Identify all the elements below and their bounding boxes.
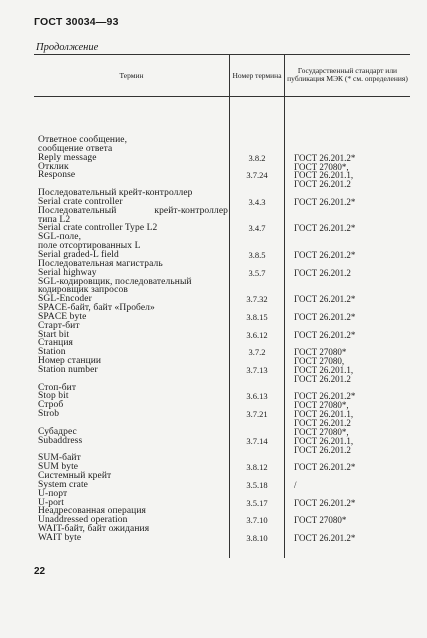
term-number: 3.4.7 [248, 223, 266, 234]
standard-reference [294, 278, 404, 287]
term-number [232, 180, 282, 189]
standard-reference: ГОСТ 27080*, [294, 426, 349, 437]
standard-reference: ГОСТ 27080* [294, 347, 347, 358]
table-header-divider [34, 96, 410, 97]
standard-reference [294, 233, 404, 242]
term-line: SUM-байт [38, 453, 81, 464]
term-line: Отклик [38, 161, 69, 172]
term-number: 3.7.13 [246, 364, 268, 375]
term-line: кодировщик запросов [38, 285, 128, 296]
document-title: ГОСТ 30034—93 [34, 16, 119, 28]
column-divider-1 [229, 54, 230, 558]
term-line: SGL-поле, [38, 232, 82, 243]
term-number: 3.7.32 [246, 294, 268, 305]
page-number: 22 [34, 566, 46, 577]
standard-reference: ГОСТ 26.201.2* [294, 196, 356, 207]
term-line: Субадрес [38, 426, 77, 437]
standard-reference: ГОСТ 27080, [294, 356, 345, 367]
term-line: Unaddressed operation [38, 515, 128, 526]
standard-reference [294, 207, 404, 216]
header-number: Номер термина [232, 70, 282, 80]
standard-reference: ГОСТ 26.201.2* [294, 462, 356, 473]
standard-reference: ГОСТ 26.201.2* [294, 391, 356, 402]
standard-reference: ГОСТ 26.201.2 [294, 267, 351, 278]
term-line: Ответное сообщение, [38, 135, 128, 145]
column-divider-2 [284, 54, 285, 558]
term-line: Системный крейт [38, 471, 112, 482]
standard-reference: ГОСТ 27080*, [294, 161, 349, 172]
standard-reference: ГОСТ 26.201.2* [294, 249, 356, 260]
term-number: 3.5.17 [246, 497, 268, 508]
term-number: 3.4.3 [248, 196, 266, 207]
term-line: Station [38, 347, 66, 358]
term-line: System crate [38, 479, 89, 490]
term-line: WAIT byte [38, 532, 82, 543]
term-number: 3.5.7 [248, 267, 266, 278]
term-line: Serial graded-L field [38, 249, 119, 260]
standard-reference: ГОСТ 26.201.2* [294, 223, 356, 234]
term-number: 3.8.15 [246, 311, 268, 322]
standard-reference: ГОСТ 26.201.2* [294, 497, 356, 508]
term-line: Serial crate controller [38, 196, 123, 207]
term-line: поле отсортированных L [38, 241, 141, 252]
term-line: Станция [38, 338, 74, 349]
term-number [232, 375, 282, 384]
standard-reference: ГОСТ 26.201.2 [294, 373, 351, 384]
term-line: сообщение ответа [38, 143, 113, 154]
term-number [232, 136, 282, 145]
standard-reference: ГОСТ 26.201.2 [294, 444, 351, 455]
standard-reference: ГОСТ 26.201.1, [294, 170, 354, 181]
term-number: 3.7.10 [246, 515, 268, 526]
term-line: SUM byte [38, 462, 79, 473]
term-number: 3.7.2 [248, 347, 266, 358]
term-number: 3.6.13 [246, 391, 268, 402]
standard-reference: ГОСТ 26.201.2* [294, 311, 356, 322]
term-line: Последовательная магистраль [38, 258, 163, 269]
term-line: WAIT-байт, байт ожидания [38, 524, 150, 535]
term-number: 3.8.10 [246, 532, 268, 543]
term-line: SGL-Encoder [38, 294, 92, 305]
term-number: 3.5.18 [246, 479, 268, 490]
term-line: Последовательный крейт-контроллер [38, 188, 193, 199]
standard-reference [294, 472, 404, 481]
standard-reference: ГОСТ 26.201.2 [294, 418, 351, 428]
term-line: Response [38, 170, 76, 181]
standards-column [294, 136, 404, 543]
term-number: 3.8.12 [246, 462, 268, 473]
term-line: Strob [38, 409, 60, 420]
term-number: 3.7.14 [246, 435, 268, 446]
term-line: Stop bit [38, 391, 69, 402]
term-line: Стоп-бит [38, 382, 77, 393]
term-line: Start bit [38, 329, 70, 340]
standard-reference: ГОСТ 26.201.2* [294, 329, 356, 340]
term-line: Старт-бит [38, 320, 80, 331]
standard-reference: ГОСТ 27080*, [294, 400, 349, 411]
term-number: 3.8.5 [248, 249, 266, 260]
standard-reference [294, 136, 404, 145]
header-standard: Государственный стандарт или публикация МЭК (* см. определения) [287, 65, 408, 83]
term-number: 3.7.24 [246, 170, 268, 181]
term-line: Неадресованная операция [38, 506, 146, 517]
terms-column [38, 136, 228, 543]
term-number [232, 233, 282, 242]
term-number [232, 446, 282, 455]
standard-reference: ГОСТ 26.201.1, [294, 435, 354, 446]
term-line: U-порт [38, 488, 68, 499]
term-line: Последовательный крейт-контроллер [38, 205, 228, 216]
term-line: SPACE-байт, байт «Пробел» [38, 303, 155, 314]
term-line: Номер станции [38, 356, 102, 367]
continued-label: Продолжение [36, 42, 99, 53]
header-term: Термин [119, 70, 144, 80]
term-line: Reply message [38, 152, 97, 163]
numbers-column [232, 136, 282, 543]
standard-reference: / [294, 479, 297, 490]
standard-reference: ГОСТ 26.201.2* [294, 294, 356, 305]
term-line: U-port [38, 497, 64, 508]
term-line: Строб [38, 400, 64, 411]
standard-reference: ГОСТ 26.201.2* [294, 532, 356, 543]
term-number [232, 278, 282, 287]
standard-reference: ГОСТ 26.201.2 [294, 179, 351, 190]
term-line: SPACE byte [38, 311, 87, 322]
term-number: 3.6.12 [246, 329, 268, 340]
term-line: Serial crate controller Type L2 [38, 223, 158, 234]
term-line: Serial highway [38, 267, 97, 278]
term-line: Subaddress [38, 435, 83, 446]
term-number [232, 207, 282, 216]
standard-reference: ГОСТ 26.201.2* [294, 152, 356, 163]
standard-reference: ГОСТ 27080* [294, 515, 347, 526]
term-line: SGL-кодировщик, последовательный [38, 276, 192, 287]
term-line: Station number [38, 364, 98, 375]
term-line: типа L2 [38, 214, 71, 225]
standard-reference: ГОСТ 26.201.1, [294, 364, 354, 375]
term-number: 3.7.21 [246, 409, 268, 420]
standard-reference: ГОСТ 26.201.1, [294, 409, 354, 420]
term-number: 3.8.2 [248, 152, 266, 163]
term-number [232, 419, 282, 428]
